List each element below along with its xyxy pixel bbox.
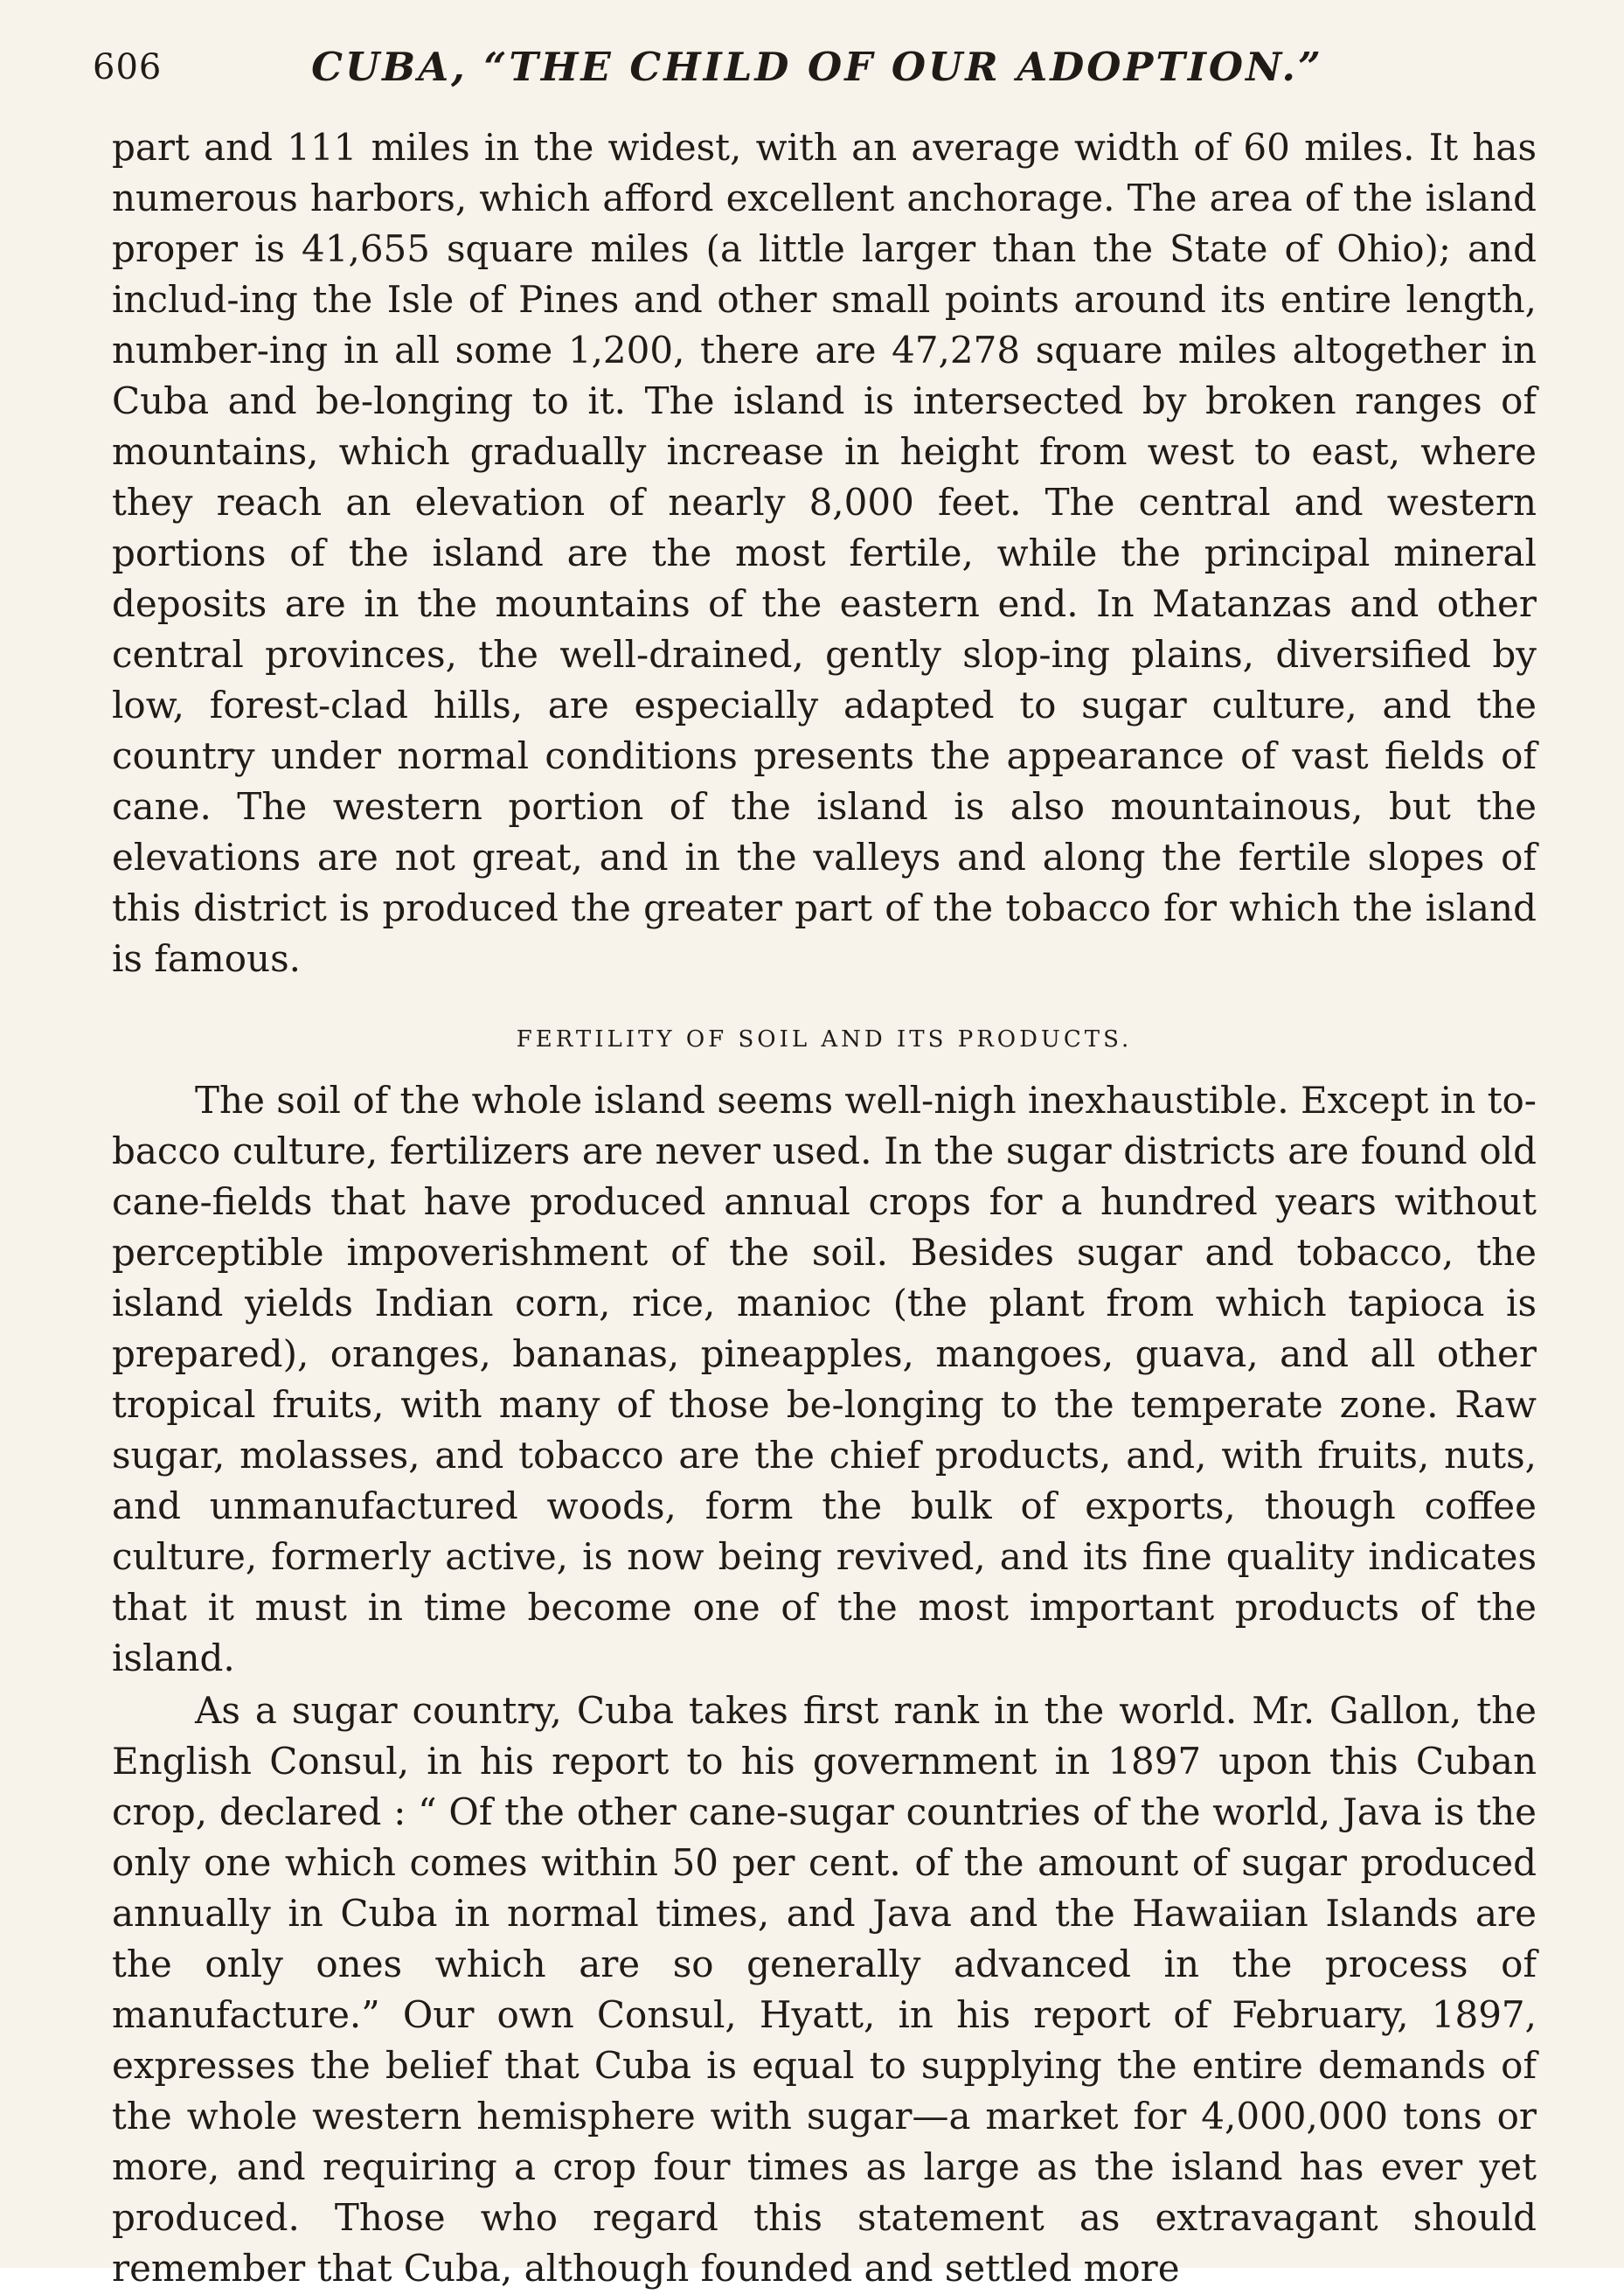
section-heading: FERTILITY OF SOIL AND ITS PRODUCTS.	[516, 1026, 1133, 1053]
running-title: CUBA, “THE CHILD OF OUR ADOPTION.”	[311, 44, 1323, 90]
paragraph-cuba-geography: part and 111 miles in the widest, with an average width of 60 miles. It has numerous harbors, which afford excellent anchorage. The area of the island proper is 41,655 square miles (a little larger than the State of Ohio); and includ-ing the Isle of Pines and other small points around its entire length, number-ing in all some 1,200, there are 47,278 square miles altogether in Cuba and be-longing to it. The island is intersected by broken ranges of mountains, which gradually increase in height from west to east, where they reach an elevation of nearly 8,000 feet. The central and western portions of the island are the most fertile, while the principal mineral deposits are in the mountains of the eastern end. In Matanzas and other central provinces, the well-drained, gently slop-ing plains, diversified by low, forest-clad hills, are especially adapted to sugar culture, and the country under normal conditions presents the appearance of vast fields of cane. The western portion of the island is also mountainous, but the elevations are not great, and in the valleys and along the fertile slopes of this district is produced the greater part of the tobacco for which the island is famous.	[112, 126, 1537, 980]
page-header	[93, 38, 1542, 100]
paragraph-soil-products: The soil of the whole island seems well-nigh inexhaustible. Except in to-bacco culture, fertilizers are never used. In the sugar districts are found old cane-fields that have produced annual crops for a hundred years without perceptible impoverishment of the soil. Besides sugar and tobacco, the island yields Indian corn, rice, manioc (the plant from which tapioca is prepared), oranges, bananas, pineapples, mangoes, guava, and all other tropical fruits, with many of those be-longing to the temperate zone. Raw sugar, molasses, and tobacco are the chief products, and, with fruits, nuts, and unmanufactured woods, form the bulk of exports, though coffee culture, formerly active, is now being revived, and its fine quality indicates that it must in time become one of the most important products of the island.	[112, 1079, 1537, 1679]
body-text	[112, 122, 1537, 2294]
paragraph-sugar-country: As a sugar country, Cuba takes first rank in the world. Mr. Gallon, the English Consul, in his report to his government in 1897 upon this Cuban crop, declared : “ Of the other cane-sugar countries of the world, Java is the only one which comes within 50 per cent. of the amount of sugar produced annually in Cuba in normal times, and Java and the Hawaiian Islands are the only ones which are so generally advanced in the process of manufacture.” Our own Consul, Hyatt, in his report of February, 1897, expresses the belief that Cuba is equal to supplying the entire demands of the whole western hemisphere with sugar—a market for 4,000,000 tons or more, and requiring a crop four times as large as the island has ever yet produced. Those who regard this statement as extravagant should remember that Cuba, although founded and settled more	[112, 1689, 1537, 2290]
page-number: 606	[93, 47, 163, 87]
